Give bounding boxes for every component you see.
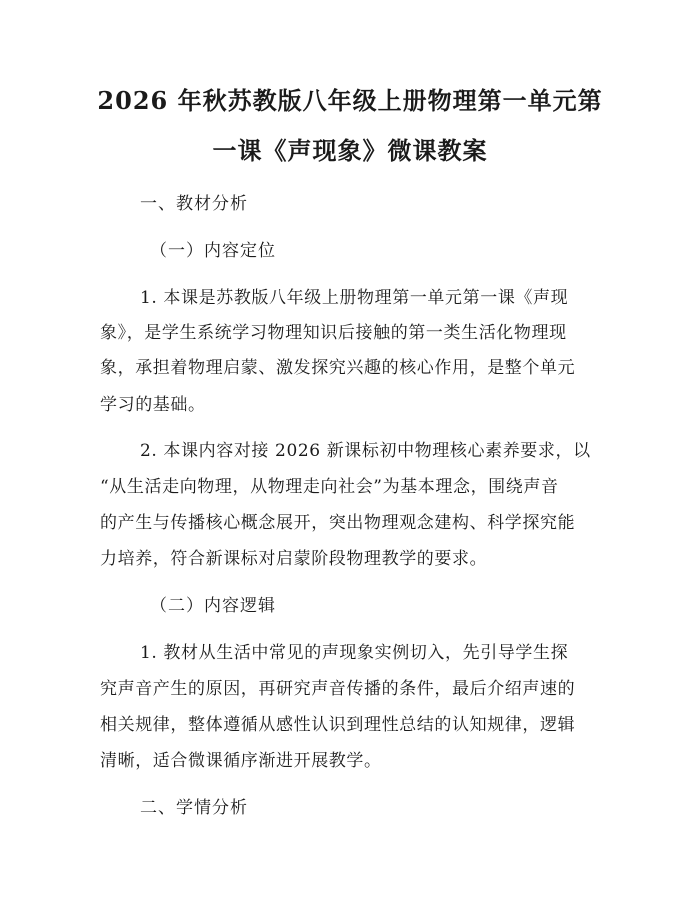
paragraph-3-line-2: 究声音产生的原因，再研究声音传播的条件，最后介绍声速的	[100, 679, 576, 699]
paragraph-2-line-2: “从生活走向物理，从物理走向社会”为基本理念，围绕声音	[100, 477, 559, 497]
paragraph-3-line-4: 清晰，适合微课循序渐进开展教学。	[100, 751, 382, 771]
section-heading-student-analysis: 二、学情分析	[140, 798, 248, 818]
section-heading-textbook-analysis: 一、教材分析	[140, 194, 248, 214]
paragraph-1-line-3: 象，承担着物理启蒙、激发探究兴趣的核心作用，是整个单元	[100, 358, 576, 378]
paragraph-2-line-1: 2. 本课内容对接 2026 新课标初中物理核心素养要求，以	[140, 441, 591, 461]
paragraph-3-line-3: 相关规律，整体遵循从感性认识到理性总结的认知规律，逻辑	[100, 715, 576, 735]
paragraph-1-line-2: 象》，是学生系统学习物理知识后接触的第一类生活化物理现	[100, 323, 567, 343]
document-title-line-1: 2026 年秋苏教版八年级上册物理第一单元第	[97, 86, 603, 115]
paragraph-1-line-4: 学习的基础。	[100, 395, 206, 415]
document-title-line-2: 一课《声现象》微课教案	[212, 136, 488, 165]
paragraph-3-line-1: 1. 教材从生活中常见的声现象实例切入，先引导学生探	[140, 643, 569, 663]
paragraph-2-line-4: 力培养，符合新课标对启蒙阶段物理教学的要求。	[100, 549, 488, 569]
paragraph-1-line-1: 1. 本课是苏教版八年级上册物理第一单元第一课《声现	[140, 288, 569, 308]
paragraph-2-line-3: 的产生与传播核心概念展开，突出物理观念建构、科学探究能	[100, 513, 576, 533]
subsection-heading-content-logic: （二）内容逻辑	[150, 596, 276, 616]
subsection-heading-content-positioning: （一）内容定位	[150, 241, 276, 261]
